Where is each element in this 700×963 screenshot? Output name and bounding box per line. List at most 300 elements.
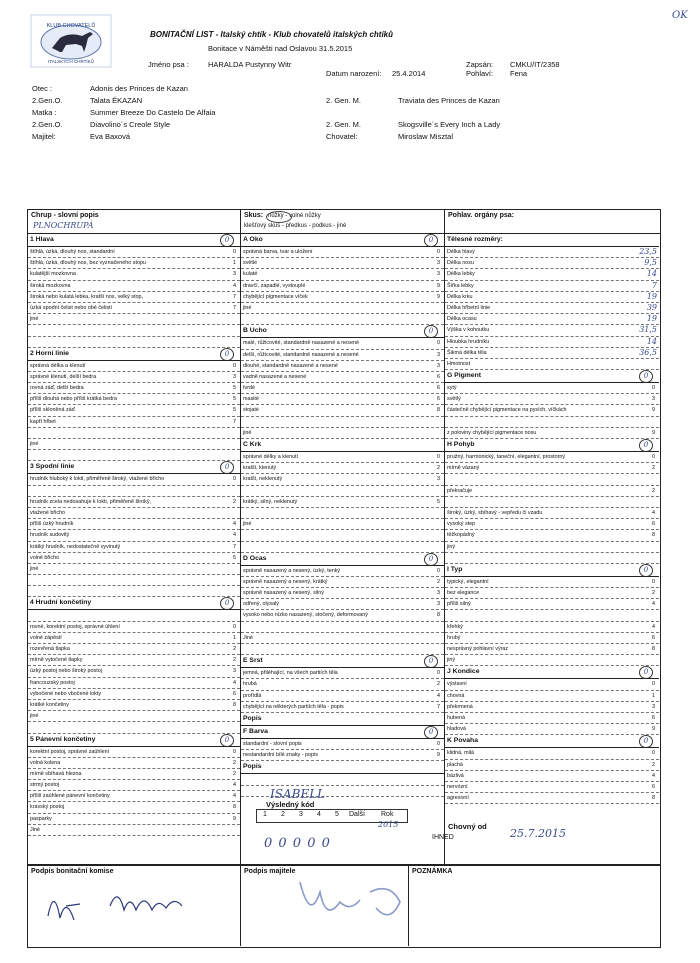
section-title: C Krk — [243, 441, 262, 448]
code-col-5: 5 — [335, 811, 339, 818]
criterion-text: chybějící na některých partiích těla - popis — [243, 703, 344, 710]
criterion-row — [28, 530, 240, 541]
criterion-row — [241, 542, 444, 553]
criterion-points: 3 — [437, 271, 440, 278]
sig-komise-label: Podpis bonitační komise — [31, 868, 114, 875]
criterion-points: 6 — [233, 690, 236, 697]
criterion-text: nesprávný pohlavní výraz — [447, 646, 509, 652]
criterion-row — [28, 689, 240, 700]
criterion-text: správná barva, tvar a uložení — [243, 249, 313, 255]
criterion-points: 0 — [233, 362, 236, 369]
section-header — [445, 439, 659, 452]
dog-name: HARALDA Pustynny Witr — [208, 60, 292, 69]
result-code-label: Výsledný kód — [266, 800, 315, 809]
criterion-row — [241, 566, 444, 577]
criterion-text: Délka nosu — [447, 260, 474, 267]
criterion-row — [445, 748, 659, 759]
logo-top-text: KLUB CHOVATELŮ — [46, 23, 96, 29]
criterion-row — [241, 702, 444, 713]
criterion-row — [445, 405, 659, 416]
komise-signature — [40, 876, 230, 941]
criterion-row — [445, 463, 659, 474]
code-col-1: 1 — [263, 811, 267, 818]
criterion-points: 0 — [652, 578, 655, 585]
criterion-row — [445, 292, 659, 303]
criterion-points: 0 — [233, 623, 236, 630]
criterion-row — [445, 247, 659, 258]
pohlav-label: Pohlav. orgány psa: — [448, 212, 514, 219]
skus-options: nůžky - volné nůžky — [268, 213, 321, 219]
criterion-row — [241, 452, 444, 463]
criterion-row — [445, 702, 659, 713]
criterion-text: příliš dlouhá nebo příliš krátká bedra — [30, 396, 117, 403]
result-year: 2015 — [378, 820, 399, 829]
criterion-row — [445, 793, 659, 804]
criterion-text: správně nasazený a nesený, krátký — [243, 578, 328, 585]
criterion-row — [28, 553, 240, 564]
sex-value: Fena — [510, 69, 528, 78]
criterion-points: 9 — [233, 815, 236, 822]
criterion-text: malé, růžicovité, standardně nasazené a nesené — [243, 340, 359, 347]
criterion-text: rovná záď, delší bedra — [30, 385, 84, 392]
club-logo — [30, 14, 112, 68]
criterion-text: vybočené nebo vbočené lokty — [30, 690, 102, 697]
criterion-row — [28, 747, 240, 758]
criterion-row — [445, 474, 659, 485]
reg-label: Zapsán: — [466, 60, 494, 69]
criterion-points: 6 — [437, 396, 440, 403]
criterion-text: vadně nasazené a nesené — [243, 373, 307, 380]
criterion-points: 7 — [437, 703, 440, 710]
criterion-points: 8 — [652, 532, 655, 539]
pedigree-left-label: Majitel: — [32, 132, 56, 141]
criterion-text: kulaté — [243, 271, 258, 278]
criterion-text: krátký hrudník, nedostatečně vyvinutý — [30, 543, 121, 550]
criterion-text: úzký postoj nebo široký postoj — [30, 668, 102, 675]
criterion-text: příliš skloněná záď — [30, 407, 75, 414]
criterion-text: dravčí, zapadlé, vystouplé — [243, 282, 306, 289]
criterion-row — [28, 802, 240, 813]
criterion-text: kulatější mozkovna — [30, 271, 76, 278]
section-title: Popis — [243, 714, 262, 722]
measurement-value: 19 — [646, 291, 657, 301]
pedigree-row — [32, 96, 672, 108]
measurement-value: 31,5 — [639, 325, 657, 335]
criterion-row — [241, 599, 444, 610]
measurement-value: 14 — [646, 336, 657, 346]
criterion-points: 0 — [652, 750, 655, 757]
criterion-points: 4 — [233, 782, 236, 789]
criterion-row — [28, 575, 240, 586]
pedigree-left-value: Summer Breeze Do Castelo De Alfaia — [90, 108, 216, 117]
criterion-text: příliš úzký hrudník — [30, 521, 74, 528]
section-title: 5 Pánevní končetiny — [30, 735, 96, 743]
criterion-row — [241, 486, 444, 497]
criterion-points: 3 — [437, 601, 440, 608]
criterion-text: kratší, neklenutý — [243, 476, 283, 483]
section-score-mark: 0 — [220, 734, 234, 747]
criterion-points: 1 — [652, 692, 655, 699]
criterion-row — [445, 771, 659, 782]
criterion-row — [28, 486, 240, 497]
section-title: I Typ — [447, 565, 463, 573]
criterion-row — [445, 644, 659, 655]
criterion-points: 2 — [233, 759, 236, 766]
criterion-row — [28, 439, 240, 450]
criterion-row — [445, 486, 659, 497]
criterion-text: nervózní — [447, 783, 468, 790]
criterion-text: Jiné — [30, 826, 40, 833]
criterion-points: 9 — [652, 429, 655, 436]
criterion-row — [241, 463, 444, 474]
section-title: Popis — [243, 763, 262, 771]
criterion-row — [241, 292, 444, 303]
criterion-points: 4 — [233, 521, 236, 528]
criterion-points: 0 — [233, 476, 236, 483]
criterion-text: světlý — [447, 396, 461, 403]
criterion-row — [445, 782, 659, 793]
birth-label: Datum narození: — [326, 69, 382, 78]
criterion-row — [28, 814, 240, 825]
section-title: B Ucho — [243, 327, 267, 335]
section-title: H Pohyb — [447, 441, 475, 448]
criterion-text: kratší, klenutý — [243, 465, 277, 472]
criterion-points: 2 — [233, 646, 236, 652]
criterion-row — [28, 325, 240, 336]
criterion-points: 3 — [233, 373, 236, 380]
pedigree-row — [32, 132, 672, 144]
criterion-row — [241, 577, 444, 588]
section-header — [28, 461, 240, 474]
section-title: K Povaha — [447, 737, 478, 745]
criterion-row — [241, 739, 444, 750]
criterion-row — [241, 668, 444, 679]
criterion-text: z poloviny chybějící pigmentace nosu — [447, 429, 537, 436]
pedigree-right-label: 2. Gen. M. — [326, 96, 362, 105]
criterion-row — [445, 713, 659, 724]
criterion-row — [445, 325, 659, 336]
criterion-text: Jiné — [243, 634, 253, 641]
criterion-text: nestandardní bílé znaky - popis — [243, 752, 318, 759]
criterion-row — [28, 474, 240, 485]
criterion-points: 8 — [652, 646, 655, 652]
criterion-text: Délka hlavy — [447, 249, 475, 255]
criterion-text: světlé — [243, 260, 258, 267]
section-header — [28, 234, 240, 247]
section-header — [28, 348, 240, 361]
criterion-points: 0 — [233, 249, 236, 255]
section-header — [241, 439, 444, 452]
criterion-points: 5 — [233, 407, 236, 414]
criterion-text: hrudník hluboký k lokti, přiměřeně široký, vtažené břicho — [30, 476, 165, 483]
criterion-text: rovné, korektní postoj, správné úhlení — [30, 623, 120, 630]
criterion-text: Hloubka hrudníku — [447, 338, 490, 345]
criterion-text: pasparky — [30, 815, 52, 822]
section-title: 4 Hrudní končetiny — [30, 599, 92, 607]
section-header — [445, 370, 659, 383]
criterion-points: 4 — [437, 692, 440, 699]
section-score-mark: 0 — [639, 439, 653, 452]
criterion-points: 0 — [233, 748, 236, 755]
criterion-text: široká mozkovna — [30, 282, 71, 289]
chrup-value: PLNOCHRUPÁ — [33, 221, 94, 230]
criterion-text: hrudník zcela nedosahuje k lokti, přiměřeně široký, — [30, 498, 152, 505]
criterion-row — [28, 700, 240, 711]
criterion-row — [241, 372, 444, 383]
criterion-row — [28, 372, 240, 383]
section-title: F Barva — [243, 727, 268, 735]
criterion-text: jemná, přiléhající, na všech partiích těla — [243, 670, 338, 677]
criterion-row — [241, 269, 444, 280]
criterion-row — [241, 338, 444, 349]
section-header — [241, 234, 444, 247]
criterion-row — [445, 588, 659, 599]
section-header — [445, 735, 659, 748]
criterion-row — [445, 508, 659, 519]
criterion-row — [28, 303, 240, 314]
criterion-row — [241, 750, 444, 761]
criterion-row — [28, 666, 240, 677]
section-score-mark: 0 — [220, 348, 234, 361]
criterion-points: 5 — [233, 554, 236, 561]
criterion-text: hubená — [447, 714, 465, 721]
criterion-text: odřený, olysalý — [243, 601, 279, 608]
section-score-mark: 0 — [220, 234, 234, 247]
criterion-text: široký, úzký, sbíhavý - vepředu či vzadu — [447, 509, 543, 516]
chovny-date: 25.7.2015 — [510, 827, 566, 840]
criterion-points: 0 — [652, 454, 655, 460]
criterion-row — [445, 655, 659, 666]
column-left — [28, 234, 240, 836]
criterion-text: jiné — [30, 713, 39, 720]
criterion-row — [445, 417, 659, 428]
section-header — [241, 713, 444, 726]
criterion-row — [28, 337, 240, 348]
criterion-text: volné břicho — [30, 554, 60, 561]
pedigree-left-value: Diavolino´s Creole Style — [90, 120, 171, 129]
criterion-points: 4 — [233, 532, 236, 539]
criterion-text: tvrdé — [243, 385, 255, 392]
criterion-row — [445, 519, 659, 530]
criterion-row — [445, 724, 659, 735]
criterion-row — [241, 314, 444, 325]
criterion-points: 4 — [233, 282, 236, 289]
criterion-points: 5 — [233, 396, 236, 403]
criterion-row — [445, 452, 659, 463]
criterion-points: 7 — [233, 418, 236, 425]
criterion-row — [28, 497, 240, 508]
criterion-text: korektní postoj, správné zaúhlení — [30, 748, 110, 755]
criterion-row — [241, 474, 444, 485]
criterion-text: Šikmá délka těla — [447, 349, 487, 356]
pedigree-row — [32, 120, 672, 132]
criterion-text: rozevřená tlapka — [30, 646, 70, 652]
criterion-points: 4 — [652, 772, 655, 779]
criterion-text: výstavní — [447, 681, 467, 688]
criterion-text: správné klenutí, delší bedra — [30, 373, 97, 380]
criterion-row — [28, 383, 240, 394]
criterion-text: Délka ocasu — [447, 316, 477, 323]
criterion-row — [445, 679, 659, 690]
header-subtitle: Bonitace v Náměšti nad Oslavou 31.5.2015 — [208, 44, 353, 53]
criterion-row — [241, 622, 444, 633]
criterion-points: 2 — [233, 770, 236, 777]
criterion-points: 2 — [437, 465, 440, 472]
criterion-row — [241, 530, 444, 541]
section-header — [445, 666, 659, 679]
criterion-row — [241, 428, 444, 439]
section-title: J Kondice — [447, 668, 480, 676]
criterion-points: 6 — [437, 385, 440, 392]
criterion-points: 0 — [437, 454, 440, 460]
criterion-row — [28, 428, 240, 439]
criterion-points: 9 — [652, 726, 655, 733]
criterion-row — [445, 394, 659, 405]
criterion-points: 4 — [652, 601, 655, 608]
criterion-row — [28, 644, 240, 655]
criterion-points: 2 — [233, 498, 236, 505]
criterion-row — [445, 428, 659, 439]
criterion-points: 3 — [652, 703, 655, 710]
criterion-text: francouzský postoj — [30, 679, 75, 686]
criterion-text: mírně sbíhavá hlezna — [30, 770, 82, 777]
code-col-rok: Rok — [381, 811, 394, 818]
criterion-text: jiné — [243, 304, 252, 311]
criterion-row — [445, 622, 659, 633]
criterion-points: 5 — [437, 498, 440, 505]
pedigree-left-label: 2.Gen.O. — [32, 96, 63, 105]
result-code-value: 0 0 0 0 0 — [264, 836, 331, 851]
section-title: D Ocas — [243, 554, 267, 562]
criterion-row — [241, 281, 444, 292]
criterion-row — [241, 497, 444, 508]
header-title: BONITAČNÍ LIST - Italský chtík - Klub chovatelů italských chtíků — [150, 30, 394, 39]
criterion-points: 4 — [652, 509, 655, 516]
section-score-mark: 0 — [424, 553, 438, 566]
criterion-points: 1 — [233, 260, 236, 267]
criterion-points: 2 — [652, 487, 655, 494]
measurement-value: 36,5 — [639, 347, 657, 357]
criterion-row — [28, 610, 240, 621]
criterion-text: typický, elegantní — [447, 578, 489, 585]
criterion-row — [28, 361, 240, 372]
section-header — [28, 597, 240, 610]
criterion-row — [28, 678, 240, 689]
criterion-points: 9 — [437, 282, 440, 289]
criterion-points: 7 — [233, 304, 236, 311]
criterion-row — [241, 417, 444, 428]
criterion-row — [28, 247, 240, 258]
criterion-row — [241, 691, 444, 702]
criterion-text: překračuje — [447, 487, 473, 494]
criterion-row — [445, 553, 659, 564]
criterion-row — [241, 519, 444, 530]
sex-label: Pohlaví: — [466, 69, 494, 78]
section-header — [241, 726, 444, 739]
criterion-text: správná délka a klenutí — [30, 362, 86, 369]
criterion-row — [28, 508, 240, 519]
section-title: A Oko — [243, 236, 263, 243]
measurement-value: 14 — [646, 269, 657, 279]
criterion-row — [241, 774, 444, 785]
criterion-text: chybějící pigmentace víček — [243, 293, 308, 300]
skus-options-2: klešťový skus - předkus - podkus - jiné — [244, 223, 347, 229]
criterion-row — [28, 405, 240, 416]
criterion-text: jiné — [30, 316, 39, 323]
criterion-points: 2 — [652, 761, 655, 768]
code-col-4: 4 — [317, 811, 321, 818]
criterion-row — [28, 564, 240, 575]
criterion-text: příliš zaúhlené pánevní končetiny — [30, 793, 110, 800]
dog-name-label: Jméno psa : — [148, 60, 189, 69]
pedigree-left-value: Adonis des Princes de Kazan — [90, 84, 188, 93]
criterion-points: 0 — [437, 249, 440, 255]
pedigree-left-value: Eva Baxová — [90, 132, 131, 141]
criterion-text: štíhlá, úzká, dlouhý nos, standardní — [30, 249, 115, 255]
criterion-points: 4 — [233, 793, 236, 800]
criterion-row — [445, 530, 659, 541]
criterion-points: 3 — [437, 260, 440, 267]
criterion-row — [28, 314, 240, 325]
criterion-row — [241, 588, 444, 599]
criterion-points: 2 — [652, 465, 655, 472]
criterion-row — [28, 258, 240, 269]
criterion-text: standardní - slovní popis — [243, 740, 302, 747]
code-col-2: 2 — [281, 811, 285, 818]
criterion-row — [28, 780, 240, 791]
criterion-row — [445, 269, 659, 280]
section-header — [241, 655, 444, 668]
criterion-text: překrmená — [447, 703, 473, 710]
criterion-text: klidná, milá — [447, 750, 474, 757]
criterion-text: kravský postoj — [30, 804, 65, 811]
section-score-mark: 0 — [639, 564, 653, 577]
criterion-text: krátké končetiny — [30, 701, 69, 708]
criterion-row — [28, 769, 240, 780]
criterion-text: Šířka lebky — [447, 282, 474, 289]
criterion-row — [241, 247, 444, 258]
criterion-text: jiné — [30, 565, 39, 572]
pedigree-left-label: Otec : — [32, 84, 53, 93]
criterion-text: správně nasazený a nesený, úzký, tenký — [243, 567, 341, 574]
criterion-text: bázlivá — [447, 772, 464, 779]
criterion-text: stojaté — [243, 407, 259, 414]
criterion-row — [28, 542, 240, 553]
criterion-points: 6 — [652, 714, 655, 721]
criterion-points: 6 — [652, 634, 655, 641]
criterion-text: Délka lebky — [447, 271, 475, 278]
criterion-row — [445, 760, 659, 771]
criterion-row — [445, 577, 659, 588]
chovny-ihned: IHNED — [432, 834, 454, 841]
criterion-points: 8 — [233, 804, 236, 811]
criterion-row — [28, 758, 240, 769]
criterion-text: jiné — [243, 521, 252, 528]
criterion-points: 1 — [233, 634, 236, 641]
criterion-points: 4 — [233, 679, 236, 686]
criterion-row — [28, 292, 240, 303]
criterion-text: Výška v kohoutku — [447, 327, 490, 334]
criterion-row — [28, 791, 240, 802]
criterion-text: Délka krku — [447, 293, 473, 300]
criterion-row — [241, 394, 444, 405]
criterion-points: 8 — [652, 795, 655, 802]
criterion-row — [241, 405, 444, 416]
poznamka-label: POZNÁMKA — [412, 868, 453, 875]
criterion-row — [241, 610, 444, 621]
pedigree-left-label: 2.Gen.O. — [32, 120, 63, 129]
criterion-row — [28, 633, 240, 644]
